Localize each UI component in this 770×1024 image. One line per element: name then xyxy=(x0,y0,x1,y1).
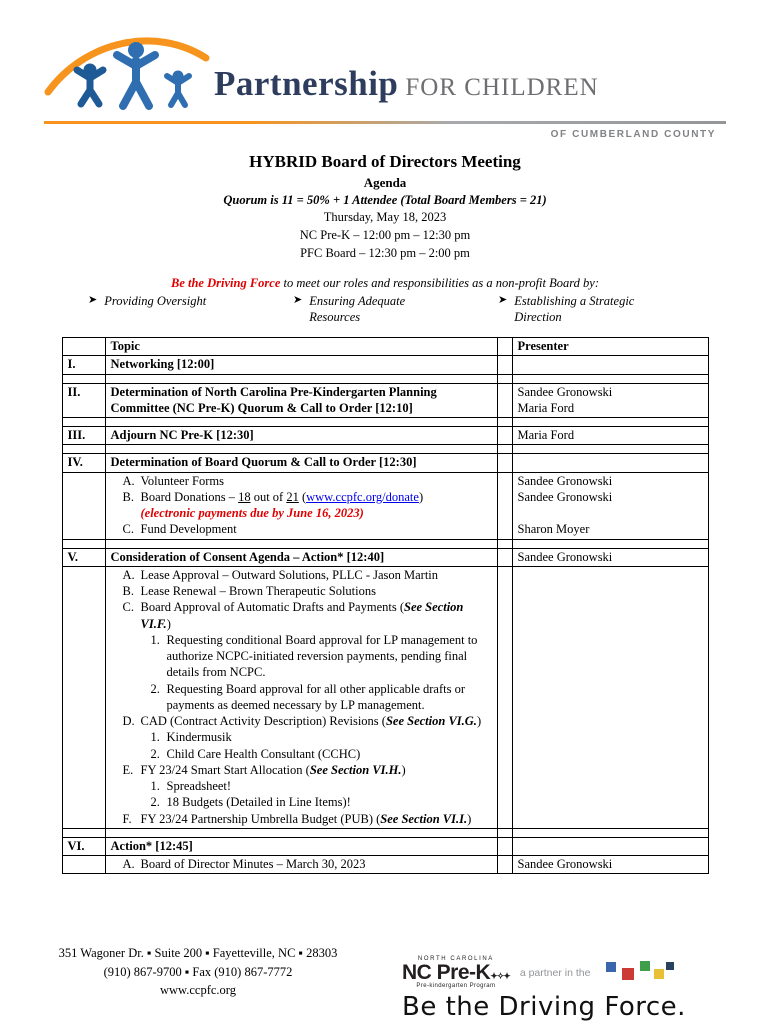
agenda-label: Agenda xyxy=(363,175,407,190)
presenter-header: Presenter xyxy=(512,338,708,356)
agenda-line xyxy=(111,681,492,714)
spacer-cell xyxy=(497,548,512,566)
row-number-cell: V. xyxy=(62,548,105,566)
topic-cell xyxy=(105,356,497,374)
text-segment: See Section VI.F. xyxy=(140,600,464,631)
agenda-table xyxy=(62,337,709,874)
row-number-cell: I. xyxy=(62,356,105,374)
smart-start-blocks-icon xyxy=(600,960,678,986)
presenter-name xyxy=(518,505,703,521)
arrow-bullet-icon: ➤ xyxy=(293,293,303,306)
list-marker: 1. xyxy=(150,632,160,647)
table-row xyxy=(62,837,708,855)
presenter-cell xyxy=(512,472,708,539)
footer-address-block xyxy=(28,944,368,1000)
footer-address-line1: 351 Wagoner Dr. ▪ Suite 200 ▪ Fayetteville, NC ▪ 28303 xyxy=(58,945,338,960)
list-marker: A. xyxy=(122,567,135,582)
table-row xyxy=(62,548,708,566)
mission-bullet-resources xyxy=(293,293,498,326)
spacer-cell xyxy=(497,856,512,874)
agenda-line xyxy=(111,794,492,810)
text-segment: Lease Renewal – Brown Therapeutic Solutions xyxy=(140,584,376,599)
brand-wordmark xyxy=(214,64,599,114)
list-marker: 2. xyxy=(150,746,160,761)
text-segment: Lease Approval – Outward Solutions, PLLC - Jason Martin xyxy=(140,567,439,582)
text-segment: FY 23/24 Smart Start Allocation ( xyxy=(140,762,310,777)
row-title: Adjourn NC Pre-K [12:30] xyxy=(110,428,254,443)
text-segment: Board Approval of Automatic Drafts and Payments ( xyxy=(140,600,404,615)
row-title: Action* [12:45] xyxy=(110,838,193,853)
spacer-cell xyxy=(497,427,512,445)
mission-lead-rest: to meet our roles and responsibilities as a non-profit Board by: xyxy=(280,275,599,290)
row-number-cell: III. xyxy=(62,427,105,445)
row-number-cell xyxy=(62,472,105,539)
mission-bullet-oversight xyxy=(88,293,293,326)
agenda-line xyxy=(111,856,492,872)
presenter-name: Sandee Gronowski xyxy=(517,549,613,564)
topic-cell xyxy=(105,383,497,418)
row-number-cell xyxy=(62,566,105,828)
spacer-cell xyxy=(497,837,512,855)
topic-cell xyxy=(105,566,497,828)
nc-prek-state-label: NORTH CAROLINA xyxy=(417,956,494,962)
text-segment: Board of Director Minutes – March 30, 2023 xyxy=(140,857,366,872)
agenda-line xyxy=(111,762,492,778)
table-row xyxy=(62,454,708,472)
topic-cell xyxy=(105,837,497,855)
agenda-line xyxy=(111,567,492,583)
mission-lead-red: Be the Driving Force xyxy=(171,275,281,290)
list-marker: D. xyxy=(122,714,135,729)
row-title: Networking [12:00] xyxy=(110,357,215,372)
row-title: Determination of North Carolina Pre-Kindergarten Planning Committee (NC Pre-K) Quorum & Call to Order [12:10] xyxy=(110,384,437,415)
text-segment: Kindermusik xyxy=(166,730,232,745)
presenter-cell xyxy=(512,837,708,855)
footer-address-line2: (910) 867-9700 ▪ Fax (910) 867-7772 xyxy=(103,964,293,979)
spacer-cell xyxy=(497,566,512,828)
table-row xyxy=(62,566,708,828)
partner-text: a partner in the xyxy=(519,966,591,979)
text-segment: Requesting Board approval for all other applicable drafts or payments as deemed necessary by LP management. xyxy=(166,681,466,712)
agenda-line xyxy=(111,489,492,505)
list-marker: C. xyxy=(122,600,134,615)
letterhead xyxy=(44,24,599,114)
donate-link[interactable]: www.ccpfc.org/donate xyxy=(306,489,419,504)
list-marker: C. xyxy=(122,522,134,537)
agenda-line xyxy=(111,583,492,599)
pfcboard-time: PFC Board – 12:30 pm – 2:00 pm xyxy=(300,245,470,260)
text-segment: Spreadsheet! xyxy=(166,779,232,794)
spacer-row xyxy=(62,374,708,383)
text-segment: Volunteer Forms xyxy=(140,473,224,488)
presenter-cell xyxy=(512,566,708,828)
brand-name: Partnership xyxy=(214,64,399,103)
presenter-cell xyxy=(512,856,708,874)
mission-statement xyxy=(0,276,770,291)
arrow-bullet-icon: ➤ xyxy=(498,293,508,306)
agenda-line xyxy=(111,746,492,762)
row-title: Determination of Board Quorum & Call to Order [12:30] xyxy=(110,455,417,470)
text-segment: ) xyxy=(166,616,171,631)
text-segment: ( xyxy=(298,489,307,504)
tagline: Be the Driving Force. xyxy=(402,992,686,1022)
row-number-cell: VI. xyxy=(62,837,105,855)
presenter-cell xyxy=(512,383,708,418)
spacer-row xyxy=(62,828,708,837)
text-segment: out of xyxy=(250,489,287,504)
footer-website: www.ccpfc.org xyxy=(159,983,236,998)
presenter-name: Sandee Gronowski xyxy=(517,473,613,488)
mission-bullet-label: Ensuring Adequate Resources xyxy=(309,293,406,324)
nc-prek-logo xyxy=(402,956,510,989)
row-number-cell: II. xyxy=(62,383,105,418)
list-marker: E. xyxy=(122,762,134,777)
list-marker: F. xyxy=(122,811,132,826)
agenda-line xyxy=(111,505,492,521)
topic-cell xyxy=(105,548,497,566)
list-marker: 2. xyxy=(150,795,160,810)
topic-header: Topic xyxy=(105,338,497,356)
mission-bullet-label: Establishing a Strategic Direction xyxy=(514,293,635,324)
spacer-row xyxy=(62,418,708,427)
arrow-bullet-icon: ➤ xyxy=(88,293,98,306)
agenda-line xyxy=(111,778,492,794)
topic-cell xyxy=(105,427,497,445)
meeting-title: HYBRID Board of Directors Meeting xyxy=(249,152,521,171)
family-logo-icon xyxy=(44,24,212,114)
topic-cell xyxy=(105,454,497,472)
text-segment: ) xyxy=(467,811,472,826)
agenda-line xyxy=(111,632,492,681)
text-segment: Requesting conditional Board approval for LP management to authorize NCPC-initiated reversion payments, pending final details from NCPC. xyxy=(166,632,478,680)
table-row xyxy=(62,427,708,445)
presenter-name: Sandee Gronowski xyxy=(517,384,613,399)
text-segment: See Section VI.G. xyxy=(385,714,477,729)
header-blank-cell xyxy=(62,338,105,356)
header-blank-cell xyxy=(497,338,512,356)
table-header-row xyxy=(62,338,708,356)
text-segment: CAD (Contract Activity Description) Revisions ( xyxy=(140,714,386,729)
text-segment: (electronic payments due by June 16, 2023) xyxy=(140,506,364,521)
stars-icon: ✦✧✦ xyxy=(490,971,510,981)
text-segment: See Section VI.H. xyxy=(309,762,402,777)
quorum-note: Quorum is 11 = 50% + 1 Attendee (Total Board Members = 21) xyxy=(223,192,547,207)
county-label: OF CUMBERLAND COUNTY xyxy=(550,129,716,140)
agenda-line xyxy=(111,729,492,745)
agenda-table-body xyxy=(62,356,708,874)
spacer-cell xyxy=(497,356,512,374)
list-marker: A. xyxy=(122,473,135,488)
agenda-line xyxy=(111,811,492,827)
text-segment: 18 Budgets (Detailed in Line Items)! xyxy=(166,795,351,810)
list-marker: B. xyxy=(122,584,134,599)
list-marker: 2. xyxy=(150,681,160,696)
agenda-line xyxy=(111,521,492,537)
presenter-cell xyxy=(512,454,708,472)
nc-prek-program-label: Pre-kindergarten Program xyxy=(416,983,496,989)
text-segment: ) xyxy=(418,489,424,504)
agenda-line xyxy=(111,713,492,729)
presenter-name: Sandee Gronowski xyxy=(517,489,613,504)
brand-subname: FOR CHILDREN xyxy=(405,74,599,101)
text-segment: 21 xyxy=(286,489,299,504)
table-row xyxy=(62,356,708,374)
list-marker: 1. xyxy=(150,730,160,745)
text-segment: Child Care Health Consultant (CCHC) xyxy=(166,746,361,761)
list-marker: B. xyxy=(122,489,134,504)
presenter-cell xyxy=(512,548,708,566)
letterhead-divider xyxy=(44,121,726,124)
row-title: Consideration of Consent Agenda – Action* [12:40] xyxy=(110,549,385,564)
spacer-cell xyxy=(497,472,512,539)
text-segment: 18 xyxy=(238,489,251,504)
mission-bullet-label: Providing Oversight xyxy=(104,293,207,308)
spacer-cell xyxy=(497,383,512,418)
topic-cell xyxy=(105,472,497,539)
presenter-name: Sharon Moyer xyxy=(517,522,590,537)
table-row xyxy=(62,856,708,874)
presenter-name: Maria Ford xyxy=(517,400,575,415)
spacer-cell xyxy=(497,454,512,472)
presenter-name: Sandee Gronowski xyxy=(517,857,613,872)
list-marker: 1. xyxy=(150,779,160,794)
agenda-line xyxy=(111,599,492,632)
text-segment: See Section VI.I. xyxy=(380,811,468,826)
text-segment: ) xyxy=(401,762,406,777)
table-row xyxy=(62,472,708,539)
row-number-cell: IV. xyxy=(62,454,105,472)
list-marker: A. xyxy=(122,857,135,872)
ncprek-time: NC Pre-K – 12:00 pm – 12:30 pm xyxy=(299,228,471,243)
text-segment: ) xyxy=(476,714,482,729)
table-row xyxy=(62,383,708,418)
spacer-row xyxy=(62,539,708,548)
presenter-cell xyxy=(512,427,708,445)
row-number-cell xyxy=(62,856,105,874)
mission-bullets xyxy=(62,293,708,326)
footer-logo-block xyxy=(402,956,732,1022)
topic-cell xyxy=(105,856,497,874)
spacer-row xyxy=(62,445,708,454)
meeting-date: Thursday, May 18, 2023 xyxy=(323,210,447,225)
nc-prek-name: NC Pre-K xyxy=(402,961,491,984)
mission-bullet-direction xyxy=(498,293,703,326)
presenter-name: Maria Ford xyxy=(517,428,575,443)
presenter-cell xyxy=(512,356,708,374)
agenda-line xyxy=(111,473,492,489)
text-segment: Fund Development xyxy=(140,522,237,537)
text-segment: Board Donations – xyxy=(140,489,239,504)
text-segment: FY 23/24 Partnership Umbrella Budget (PUB) ( xyxy=(140,811,381,826)
